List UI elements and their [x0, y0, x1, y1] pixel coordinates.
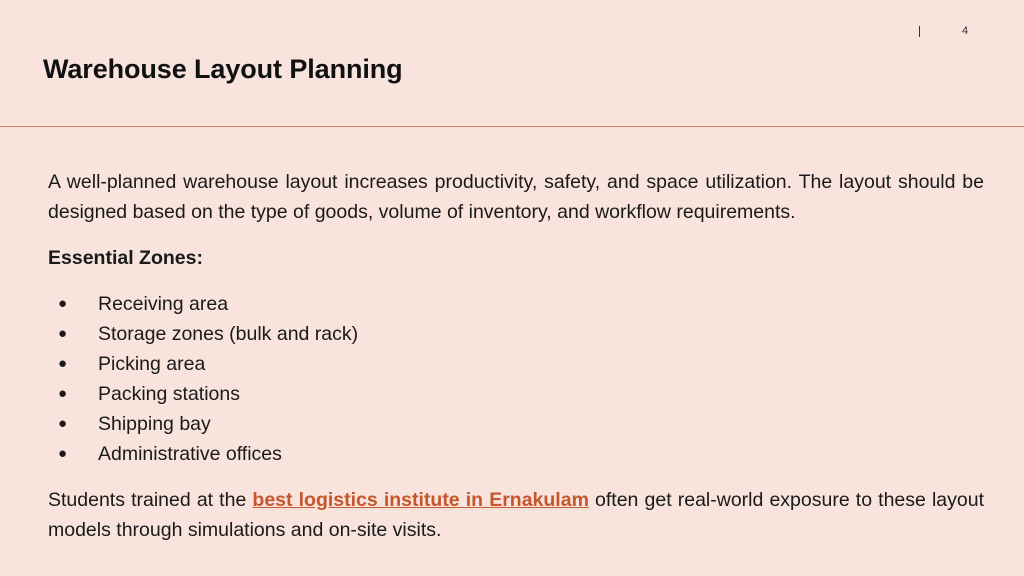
zone-label: Receiving area [98, 293, 229, 315]
closing-text-after: often get real-world exposure to these layout models through simulations and on-site visits. [48, 489, 984, 541]
list-item [48, 349, 984, 379]
title-divider [0, 126, 1024, 127]
list-item [48, 289, 984, 319]
slide-body [48, 167, 984, 545]
bullet-icon: ● [58, 295, 68, 312]
list-item [48, 319, 984, 349]
zone-label: Storage zones (bulk and rack) [98, 323, 359, 345]
page-number: 4 [962, 25, 969, 37]
page-number-divider [919, 26, 920, 37]
bullet-icon: ● [58, 355, 68, 372]
list-item [48, 379, 984, 409]
closing-text-before: Students trained at the [48, 489, 253, 511]
zone-label: Packing stations [98, 383, 240, 405]
zones-heading: Essential Zones: [48, 247, 203, 269]
zone-label: Picking area [98, 353, 206, 375]
bullet-icon: ● [58, 385, 68, 402]
bullet-icon: ● [58, 325, 68, 342]
zone-list [48, 289, 984, 469]
institute-link[interactable]: best logistics institute in Ernakulam [252, 489, 589, 511]
slide-title: Warehouse Layout Planning [43, 54, 403, 84]
list-item [48, 409, 984, 439]
closing-paragraph [48, 485, 984, 545]
intro-paragraph: A well-planned warehouse layout increases productivity, safety, and space utilization. The layout should be designed based on the type of goods, volume of inventory, and workflow requirements. [48, 171, 984, 223]
bullet-icon: ● [58, 445, 68, 462]
zone-label: Shipping bay [98, 413, 211, 435]
zone-label: Administrative offices [98, 443, 282, 465]
bullet-icon: ● [58, 415, 68, 432]
list-item [48, 439, 984, 469]
